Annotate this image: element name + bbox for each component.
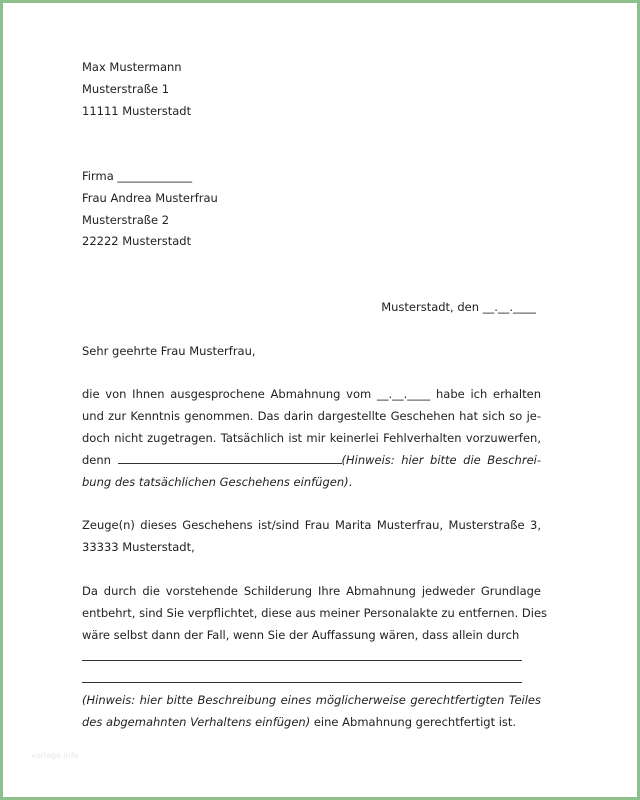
hint-describe-events-start: (Hinweis: hier bitte die Beschrei- [341,453,541,467]
sender-name: Max Mustermann [82,60,182,74]
recipient-company: Firma _____________ [82,169,193,183]
paragraph2-line1: Zeuge(n) dieses Geschehens ist/sind Frau Marita Musterfrau, Musterstraße 3, [82,518,541,532]
paragraph3-line2: entbehrt, sind Sie verpflichtet, diese aus meiner Personalakte zu entfernen. Dies [82,606,548,620]
paragraph1-line2: und zur Kenntnis genommen. Das darin dargestellte Geschehen hat sich so je- [82,409,541,423]
paragraph1-line4 [82,453,541,467]
recipient-person: Frau Andrea Musterfrau [82,191,218,205]
paragraph3-line6 [82,693,541,707]
hint-justified-part: (Hinweis: hier bitte Beschreibung eines möglicherweise gerechtfertigten Teiles [82,693,541,707]
paragraph3-line3: wäre selbst dann der Fall, wenn Sie der Auffassung wären, dass allein durch [82,628,520,642]
paragraph1-line4-start: denn [82,453,111,467]
paragraph3-line7-end: eine Abmahnung gerechtfertigt ist. [310,715,517,729]
paragraph1-line1: die von Ihnen ausgesprochene Abmahnung vom __.__.____ habe ich erhalten [82,387,541,401]
paragraph1-line5 [82,475,352,489]
sender-city: 11111 Musterstadt [82,104,192,118]
salutation: Sehr geehrte Frau Musterfrau, [82,344,256,358]
paragraph3-line1: Da durch die vorstehende Schilderung Ihre Abmahnung jedweder Grundlage [82,584,541,598]
paragraph1-line3: doch nicht zugetragen. Tatsächlich ist mir keinerlei Fehlverhalten vorzuwerfen, [82,431,541,445]
paragraph1-line5-end: . [348,475,353,489]
watermark: vorlage.info [31,751,79,760]
paragraph2-line2: 33333 Musterstadt, [82,540,195,554]
fill-in-blank-line [118,453,342,464]
date-line: Musterstadt, den __.__.____ [381,300,536,314]
recipient-city: 22222 Musterstadt [82,234,192,248]
paragraph3-line7 [82,715,516,729]
hint-describe-events-end: bung des tatsächlichen Geschehens einfügen) [82,475,349,489]
fill-in-rule-2 [82,682,522,683]
recipient-street: Musterstraße 2 [82,213,170,227]
sender-street: Musterstraße 1 [82,82,170,96]
hint-justified-part-end: des abgemahnten Verhaltens einfügen) [82,715,311,729]
fill-in-rule-1 [82,660,522,661]
